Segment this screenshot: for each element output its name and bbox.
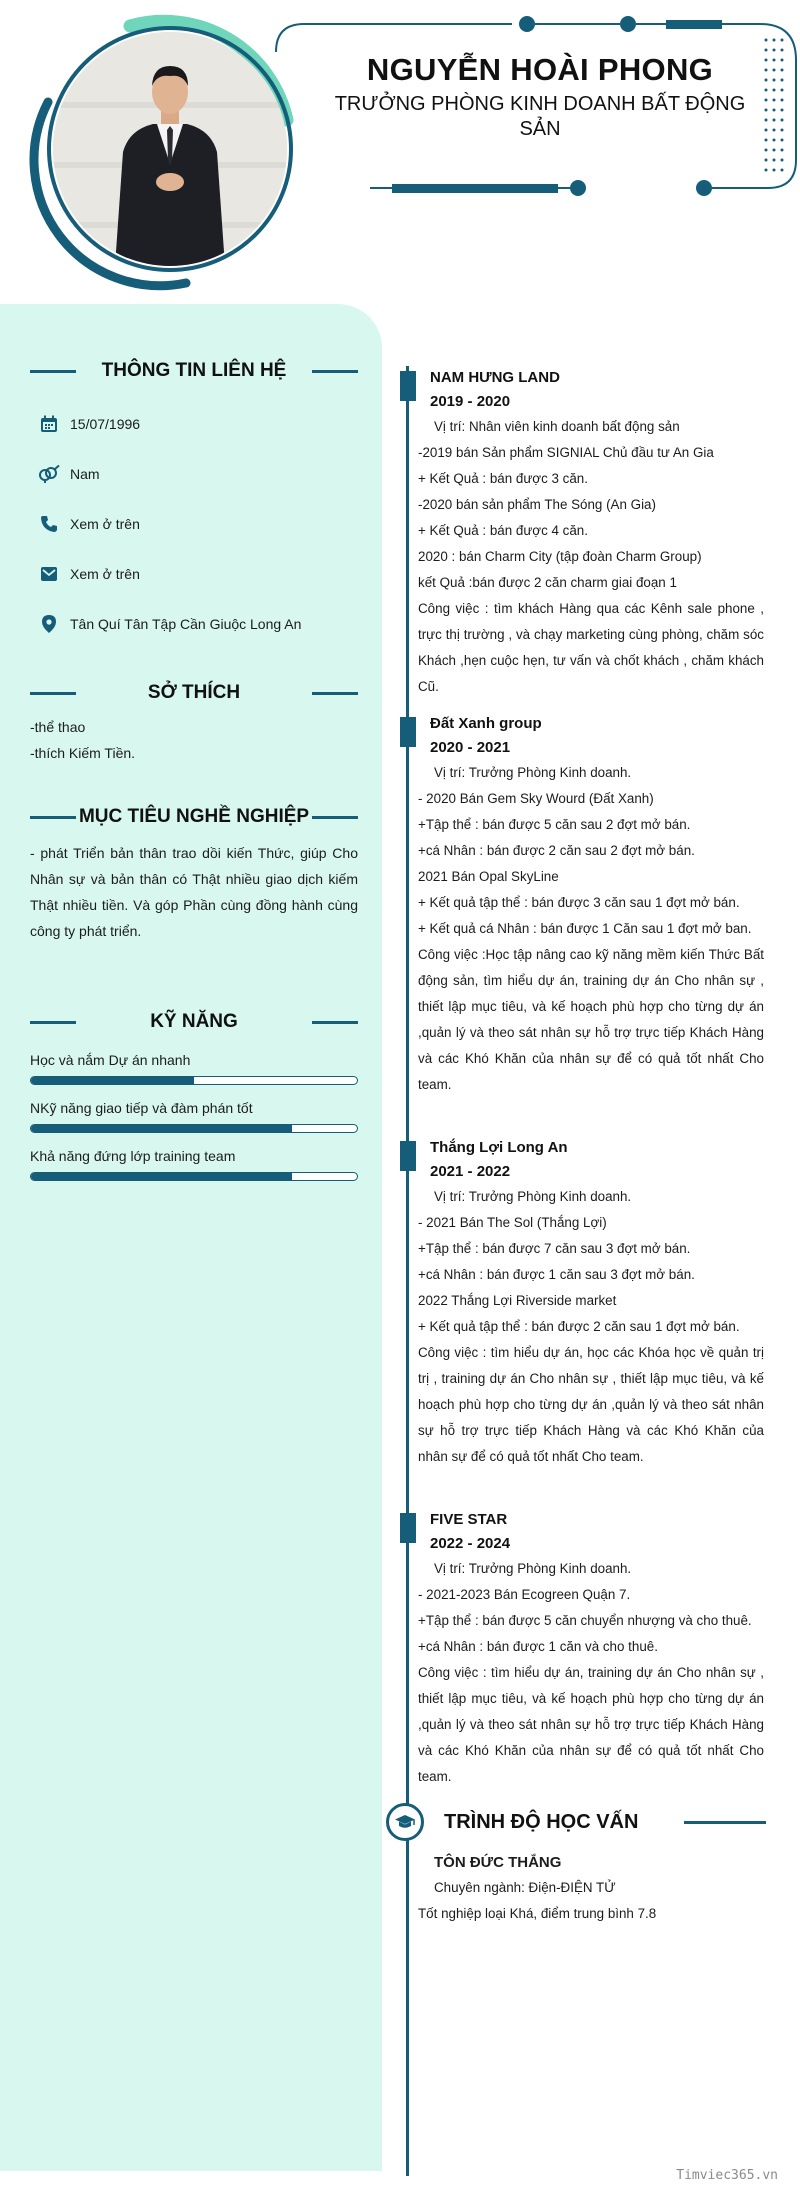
skills-heading: [30, 1007, 358, 1037]
skill-bar-fill: [31, 1173, 292, 1180]
job-description: [418, 760, 764, 1098]
watermark: Timviec365.vn: [676, 2168, 778, 2183]
job-line: + Kết quả tập thể : bán được 3 căn sau 1 đợt mở bán.: [418, 895, 740, 910]
dot-pattern: [765, 39, 784, 172]
job-line: Công việc :Học tập nâng cao kỹ năng mềm kiến Thức Bất động sản, tìm hiểu dự án, training dự án Cho nhân sự , thiết lập mục tiêu, và kế hoạch phù hợp cho từng dự án ,quản lý và theo sát nhân sự hỗ trợ trực tiếp Khách Hàng và các Khó Khăn của nhân sự để có quả tốt nhất Cho team.: [418, 947, 764, 1092]
job-company: NAM HƯNG LAND: [430, 369, 560, 386]
gender-icon: [38, 463, 60, 485]
job-period: 2022 - 2024: [430, 1535, 511, 1552]
job-line: -2019 bán Sản phẩm SIGNIAL Chủ đầu tư An Gia: [418, 445, 714, 460]
job-description: [418, 1556, 764, 1790]
heading-line: [684, 1821, 766, 1824]
job-line: Vị trí: Trưởng Phòng Kinh doanh.: [434, 1561, 632, 1576]
header: [0, 0, 800, 300]
job-dat-xanh: [418, 712, 764, 1098]
timeline-marker: [400, 1513, 416, 1543]
contact-birthday: [38, 413, 140, 435]
job-period: 2020 - 2021: [430, 739, 511, 756]
contact-heading-text: THÔNG TIN LIÊN HỆ: [101, 360, 287, 381]
job-line: + Kết Quả : bán được 3 căn.: [418, 471, 588, 486]
heading-line: [30, 816, 76, 819]
job-five-star: [418, 1508, 764, 1790]
skill-item: [30, 1100, 358, 1133]
frame-line-top-left: [276, 24, 512, 52]
skill-bar: [30, 1076, 358, 1085]
person-name: NGUYỄN HOÀI PHONG: [366, 52, 714, 87]
heading-line: [312, 1021, 358, 1024]
job-period: 2021 - 2022: [430, 1163, 511, 1180]
job-company: Đất Xanh group: [430, 715, 542, 732]
skill-bar-fill: [31, 1077, 194, 1084]
contact-gender: [38, 463, 100, 485]
job-period: 2019 - 2020: [430, 393, 511, 410]
frame-dot: [570, 180, 586, 196]
job-company: FIVE STAR: [430, 1511, 508, 1528]
email-icon: [38, 563, 60, 585]
job-line: +Tập thể : bán được 7 căn sau 3 đợt mở bán.: [418, 1241, 691, 1256]
heading-line: [312, 692, 358, 695]
job-line: 2022 Thắng Lợi Riverside market: [418, 1293, 617, 1308]
skills-heading-text: KỸ NĂNG: [150, 1011, 238, 1032]
heading-line: [312, 370, 358, 373]
hobbies-heading-text: SỞ THÍCH: [147, 682, 241, 703]
skill-label: Khả năng đứng lớp training team: [30, 1148, 236, 1164]
contact-value: Tân Quí Tân Tập Cần Giuộc Long An: [70, 616, 302, 632]
heading-line: [30, 692, 76, 695]
job-line: +cá Nhân : bán được 1 căn sau 3 đợt mở bán.: [418, 1267, 695, 1282]
job-line: Vị trí: Trưởng Phòng Kinh doanh.: [434, 765, 632, 780]
contact-phone: [38, 513, 140, 535]
timeline-marker: [400, 717, 416, 747]
frame-dot: [620, 16, 636, 32]
job-description: [418, 414, 764, 700]
job-line: Công việc : tìm hiểu dự án, học các Khóa học về quản trị trị , training dự án Cho nhân sự , thiết lập mục tiêu, và kế hoạch phù hợp cho từng dự án ,quản lý và theo sát nhân sự hỗ trợ trực tiếp Khách Hàng và các Khó Khăn của nhân sự để có quả tốt nhất Cho team.: [418, 1345, 764, 1464]
job-nam-hung-land: [418, 366, 764, 700]
skill-label: NKỹ năng giao tiếp và đàm phán tốt: [30, 1100, 253, 1116]
job-line: +Tập thể : bán được 5 căn chuyển nhượng và cho thuê.: [418, 1613, 752, 1628]
contact-address: [38, 613, 301, 635]
hobbies-list: [30, 714, 358, 766]
education-entry: [418, 1851, 764, 1927]
location-icon: [38, 613, 60, 635]
timeline-marker: [400, 1141, 416, 1171]
education-school: TÔN ĐỨC THẮNG: [434, 1854, 562, 1871]
contact-value: Xem ở trên: [70, 516, 140, 532]
heading-line: [30, 1021, 76, 1024]
skill-label: Học và nắm Dự án nhanh: [30, 1052, 191, 1068]
job-line: +cá Nhân : bán được 2 căn sau 2 đợt mở bán.: [418, 843, 695, 858]
contact-value: Nam: [70, 466, 100, 482]
heading-line: [30, 370, 76, 373]
contact-heading: [30, 356, 358, 386]
job-line: Vị trí: Trưởng Phòng Kinh doanh.: [434, 1189, 632, 1204]
hobby-item: -thể thao: [30, 719, 86, 735]
phone-icon: [38, 513, 60, 535]
contact-email: [38, 563, 140, 585]
contact-value: 15/07/1996: [70, 416, 141, 432]
job-line: + Kết quả tập thể : bán được 2 căn sau 1 đợt mở bán.: [418, 1319, 740, 1334]
job-line: Công việc : tìm hiểu dự án, training dự án Cho nhân sự , thiết lập mục tiêu, và kế hoạch phù hợp cho từng dự án ,quản lý và theo sát nhân sự hỗ trợ trực tiếp Khách Hàng và các Khó Khăn của nhân sự để có quả tốt nhất Cho team.: [418, 1665, 764, 1784]
job-line: - 2021 Bán The Sol (Thắng Lợi): [418, 1215, 607, 1230]
skill-item: [30, 1052, 358, 1085]
calendar-icon: [38, 413, 60, 435]
hobby-item: -thích Kiếm Tiền.: [30, 745, 136, 761]
frame-dot: [519, 16, 535, 32]
graduation-cap-icon: [386, 1803, 424, 1841]
job-company: Thắng Lợi Long An: [430, 1139, 568, 1156]
frame-dot: [696, 180, 712, 196]
objective-heading-text: MỤC TIÊU NGHỀ NGHIỆP: [78, 806, 310, 827]
skill-bar: [30, 1124, 358, 1133]
skill-bar-fill: [31, 1125, 292, 1132]
education-result: Tốt nghiệp loại Khá, điểm trung bình 7.8: [418, 1906, 657, 1921]
job-line: Vị trí: Nhân viên kinh doanh bất động sản: [434, 419, 680, 434]
person-illustration: [53, 32, 287, 266]
job-line: 2020 : bán Charm City (tập đoàn Charm Group): [418, 549, 702, 564]
timeline-line: [406, 366, 409, 2176]
hobbies-heading: [30, 678, 358, 708]
profile-photo: [53, 32, 287, 266]
education-heading: [386, 1801, 766, 1843]
skill-item: [30, 1148, 358, 1181]
job-line: - 2020 Bán Gem Sky Wourd (Đất Xanh): [418, 791, 654, 806]
job-line: 2021 Bán Opal SkyLine: [418, 869, 559, 884]
job-line: +cá Nhân : bán được 1 căn và cho thuê.: [418, 1639, 658, 1654]
objective-text: - phát Triển bản thân trao dồi kiến Thức, giúp Cho Nhân sự và bản thân có Thật nhiều giao dịch kiếm Thật nhiều tiền. Và góp Phần cùng đồng hành cùng công ty phát triển.: [30, 845, 358, 939]
job-line: -2020 bán sản phẩm The Sóng (An Gia): [418, 497, 656, 512]
objective-heading: [30, 802, 358, 832]
heading-line: [312, 816, 358, 819]
education-heading-text: TRÌNH ĐỘ HỌC VẤN: [444, 1810, 639, 1833]
job-thang-loi: [418, 1136, 764, 1470]
timeline-marker: [400, 371, 416, 401]
frame-bar-bottom: [392, 184, 558, 193]
contact-value: Xem ở trên: [70, 566, 140, 582]
education-major: Chuyên ngành: Điện-ĐIỆN TỬ: [434, 1880, 616, 1895]
skill-bar: [30, 1172, 358, 1181]
person-title: TRƯỞNG PHÒNG KINH DOANH BẤT ĐỘNG SẢN: [334, 93, 746, 140]
job-line: + Kết quả cá Nhân : bán được 1 Căn sau 1 đợt mở ban.: [418, 921, 752, 936]
job-line: + Kết Quả : bán được 4 căn.: [418, 523, 588, 538]
job-line: Công việc : tìm khách Hàng qua các Kênh sale phone , trực thị trường , và chạy marketing cùng phòng, chăm sóc Khách ,hẹn cuộc hẹn, tư vấn và chốt khách , chăm khách Cũ.: [418, 601, 764, 694]
job-line: - 2021-2023 Bán Ecogreen Quận 7.: [418, 1587, 631, 1602]
job-description: [418, 1184, 764, 1470]
job-line: kết Quả :bán được 2 căn charm giai đoạn 1: [418, 575, 677, 590]
job-line: +Tập thể : bán được 5 căn sau 2 đợt mở bán.: [418, 817, 691, 832]
